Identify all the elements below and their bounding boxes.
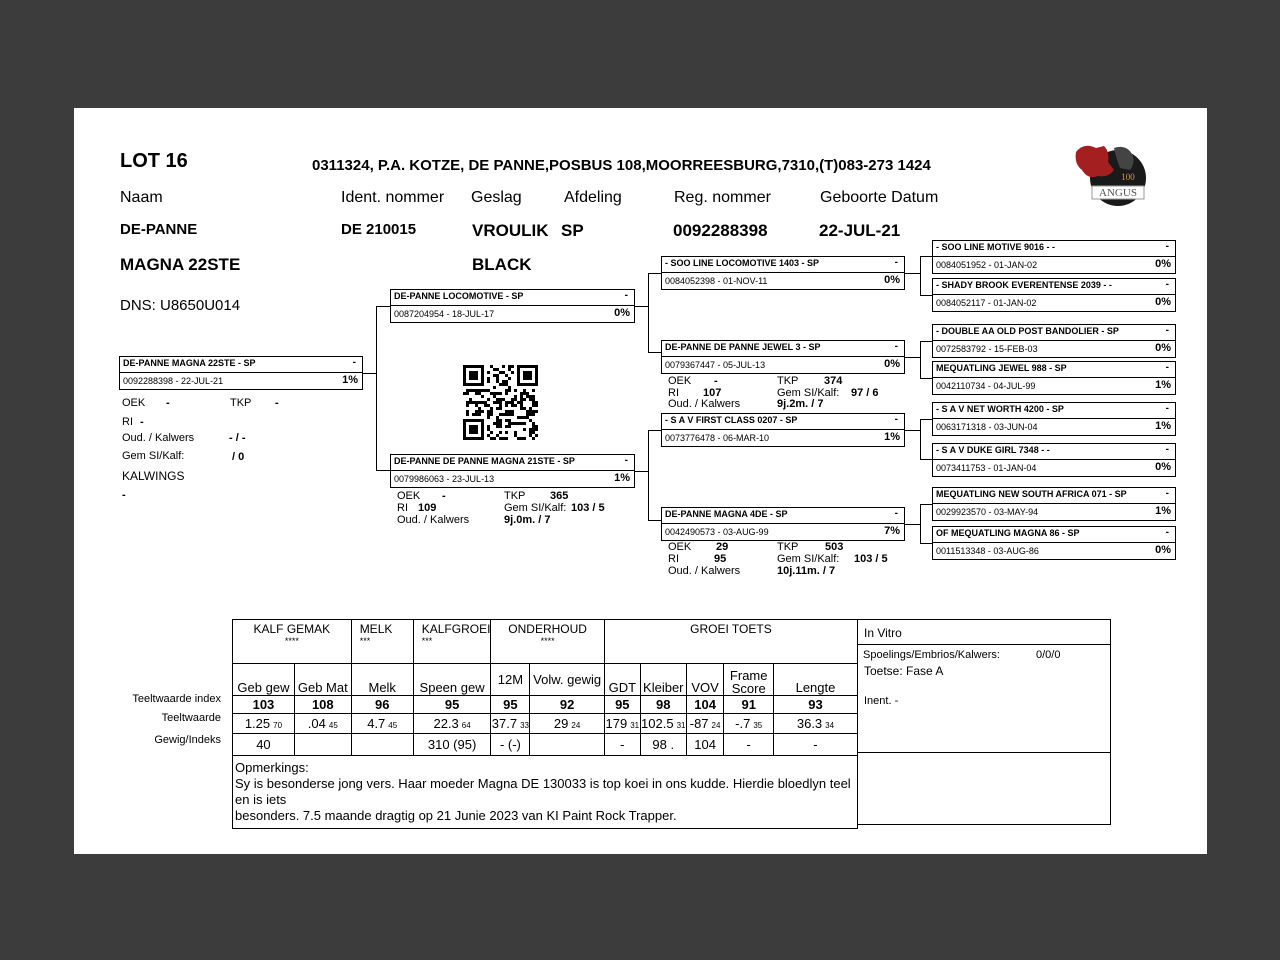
svg-text:100: 100 — [1121, 172, 1135, 182]
index-cell: 108 — [294, 696, 351, 714]
angus-logo — [1074, 140, 1148, 210]
pedigree-sheet — [74, 108, 1207, 854]
index-cell: 95 — [413, 696, 491, 714]
label-ident: Ident. nommer — [341, 189, 445, 206]
dam-box — [390, 454, 635, 488]
sd-gem-label: Gem SI/Kalf: — [777, 387, 840, 399]
teeltwaarde-cell: .04 45 — [294, 714, 351, 734]
connector — [920, 504, 921, 543]
gewig-cell: - — [724, 734, 773, 756]
animal-name-2: MAGNA 22STE — [120, 255, 241, 274]
connector — [920, 341, 921, 378]
granddam-paternal-box: DE-PANNE DE PANNE JEWEL 3 - SP - 0079367447 - 05-JUL-13 0% — [661, 340, 905, 374]
ebv-table — [232, 619, 858, 829]
subject-box — [119, 356, 363, 390]
teeltwaarde-row — [233, 714, 858, 734]
sire-pct: 0% — [614, 307, 630, 319]
index-cell: 95 — [491, 696, 530, 714]
dam-gem-label: Gem SI/Kalf: — [504, 502, 567, 514]
in-vitro-label: In Vitro — [864, 626, 902, 640]
dd-tkp-label: TKP — [777, 541, 799, 553]
remarks-line-2: besonders. 7.5 maande dragtig op 21 Junie 2023 van KI Paint Rock Trapper. — [235, 808, 677, 823]
dd-ri-label: RI — [668, 553, 679, 565]
index-cell: 92 — [530, 696, 604, 714]
gewig-cell: - — [604, 734, 640, 756]
gewig-cell: 104 — [686, 734, 724, 756]
sire-box — [390, 289, 635, 323]
angus-logo-icon — [1074, 140, 1148, 210]
side-panel — [858, 619, 1111, 753]
dd-tkp-value: 503 — [825, 541, 844, 553]
connector — [905, 524, 920, 525]
dns-code: DNS: U8650U014 — [120, 297, 241, 314]
sd-oud-label: Oud. / Kalwers — [668, 398, 741, 410]
sd-oek-value: - — [714, 375, 718, 387]
dam-oek-label: OEK — [397, 490, 421, 502]
subject-gem-value: / 0 — [232, 451, 245, 463]
subject-kalwings-value: - — [122, 489, 126, 501]
subject-oud-value: - / - — [229, 432, 246, 444]
connector — [905, 273, 920, 274]
connector — [648, 430, 661, 431]
qr-code-icon — [460, 364, 540, 440]
index-cell: 95 — [604, 696, 640, 714]
col-volw-gewig: Volw. gewig — [530, 664, 604, 696]
granddam-maternal-box: DE-PANNE MAGNA 4DE - SP - 0042490573 - 03-AUG-99 7% — [661, 507, 905, 541]
dd-oud-label: Oud. / Kalwers — [668, 565, 741, 577]
col-vov: VOV — [686, 664, 724, 696]
dd-oud-value: 10j.11m. / 7 — [777, 565, 836, 577]
connector — [905, 357, 920, 358]
connector — [920, 504, 932, 505]
sire-name: DE-PANNE LOCOMOTIVE - SP — [394, 291, 524, 301]
grandsire-paternal-box: - SOO LINE LOCOMOTIVE 1403 - SP - 0084052398 - 01-NOV-11 0% — [661, 256, 905, 290]
dam-oek-value: - — [442, 490, 446, 502]
remarks-label: Opmerkings: — [235, 760, 309, 775]
breeder-info: 0311324, P.A. KOTZE, DE PANNE,POSBUS 108,MOORREESBURG,7310,(T)083-273 1424 — [312, 157, 931, 174]
spoelings-value: 0/0/0 — [1036, 649, 1061, 661]
teeltwaarde-cell: 36.3 34 — [773, 714, 857, 734]
connector — [920, 341, 932, 342]
dam-dash: - — [624, 455, 628, 466]
teeltwaarde-cell: -.7 35 — [724, 714, 773, 734]
sd-ri-label: RI — [668, 387, 679, 399]
animal-birth: 22-JUL-21 — [819, 221, 901, 240]
connector — [635, 306, 648, 307]
gewig-cell — [530, 734, 604, 756]
gewig-cell: 310 (95) — [413, 734, 491, 756]
subject-name: DE-PANNE MAGNA 22STE - SP — [123, 358, 256, 368]
animal-name-1: DE-PANNE — [120, 221, 198, 238]
dd-gem-label: Gem SI/Kalf: — [777, 553, 840, 565]
sd-tkp-value: 374 — [824, 375, 843, 387]
connector — [648, 430, 649, 520]
connector — [648, 273, 649, 352]
row-label-index: Teeltwaarde index — [132, 693, 221, 705]
index-cell: 91 — [724, 696, 773, 714]
sd-oek-label: OEK — [668, 375, 692, 387]
connector — [920, 459, 932, 460]
teeltwaarde-cell: 4.7 45 — [351, 714, 413, 734]
subject-pct: 1% — [342, 374, 358, 386]
teeltwaarde-cell: 1.25 70 — [233, 714, 295, 734]
sd-tkp-label: TKP — [777, 375, 799, 387]
animal-ident: DE 210015 — [341, 221, 417, 238]
index-cell: 96 — [351, 696, 413, 714]
dd-ri-value: 95 — [714, 553, 727, 565]
teeltwaarde-cell: 102.5 31 — [640, 714, 686, 734]
dd-oek-value: 29 — [716, 541, 729, 553]
gewig-cell — [351, 734, 413, 756]
group-kalfgroei: KALFGROEI *** — [413, 620, 491, 664]
dd-oek-label: OEK — [668, 541, 692, 553]
connector — [376, 306, 377, 470]
ggp-box-5: - S A V NET WORTH 4200 - SP - 0063171318 - 03-JUN-04 1% — [932, 402, 1176, 436]
grandsire-maternal-box: - S A V FIRST CLASS 0207 - SP - 0073776478 - 06-MAR-10 1% — [661, 413, 905, 447]
animal-reg: 0092288398 — [673, 221, 768, 240]
sd-ri-value: 107 — [703, 387, 722, 399]
index-cell: 93 — [773, 696, 857, 714]
ggp-box-4: MEQUATLING JEWEL 988 - SP - 0042110734 - 04-JUL-99 1% — [932, 361, 1176, 395]
subject-ri-value: - — [140, 416, 144, 428]
ggp-box-3: - DOUBLE AA OLD POST BANDOLIER - SP - 0072583792 - 15-FEB-03 0% — [932, 324, 1176, 358]
col-geb-gew: Geb gew — [233, 664, 295, 696]
connector — [648, 273, 661, 274]
subject-id: 0092288398 - 22-JUL-21 — [123, 376, 224, 386]
col-12m: 12M — [491, 664, 530, 696]
dam-oud-value: 9j.0m. / 7 — [504, 514, 551, 526]
connector — [920, 419, 921, 459]
index-row — [233, 696, 858, 714]
connector — [648, 352, 661, 353]
group-onderhoud: ONDERHOUD **** — [491, 620, 604, 664]
dd-gem-value: 103 / 5 — [854, 553, 888, 565]
inent-value: Inent. - — [864, 695, 899, 707]
animal-sex: VROULIK — [472, 221, 549, 240]
svg-text:ANGUS: ANGUS — [1099, 187, 1137, 199]
label-naam: Naam — [120, 189, 163, 206]
connector — [363, 373, 376, 374]
subject-oek-value: - — [166, 397, 170, 409]
connector — [920, 256, 921, 295]
group-melk: MELK *** — [351, 620, 413, 664]
row-label-gewig: Gewig/Indeks — [154, 734, 221, 746]
animal-section: SP — [561, 221, 584, 240]
col-melk: Melk — [351, 664, 413, 696]
dam-name: DE-PANNE DE PANNE MAGNA 21STE - SP — [394, 456, 575, 466]
teeltwaarde-cell: 179 31 — [604, 714, 640, 734]
ggp-box-8: OF MEQUATLING MAGNA 86 - SP - 0011513348 - 03-AUG-86 0% — [932, 526, 1176, 560]
connector — [920, 543, 932, 544]
subject-tkp-value: - — [275, 397, 279, 409]
gewig-cell: 98 . — [640, 734, 686, 756]
connector — [635, 471, 648, 472]
remarks-right — [858, 753, 1111, 825]
dam-ri-value: 109 — [418, 502, 437, 514]
sd-oud-value: 9j.2m. / 7 — [777, 398, 824, 410]
connector — [376, 470, 390, 471]
teeltwaarde-cell: -87 24 — [686, 714, 724, 734]
col-kleiber: Kleiber — [640, 664, 686, 696]
ggp-box-2: - SHADY BROOK EVERENTENSE 2039 - - - 0084052117 - 01-JAN-02 0% — [932, 278, 1176, 312]
animal-colour: BLACK — [472, 255, 532, 274]
label-afdeling: Afdeling — [564, 189, 622, 206]
group-groei-toets: GROEI TOETS — [604, 620, 857, 664]
label-geboorte: Geboorte Datum — [820, 189, 939, 206]
subject-dash: - — [352, 357, 356, 368]
gewig-cell: - — [773, 734, 857, 756]
col-frame-score: Frame Score — [724, 664, 773, 696]
col-speen-gew: Speen gew — [413, 664, 491, 696]
gewig-cell: - (-) — [491, 734, 530, 756]
subject-oek-label: OEK — [122, 397, 146, 409]
dam-tkp-label: TKP — [504, 490, 526, 502]
connector — [920, 419, 932, 420]
teeltwaarde-cell: 22.3 64 — [413, 714, 491, 734]
remarks-line-1: Sy is besonderse jong vers. Haar moeder Magna DE 130033 is top koei in ons kudde. Hierdie bloedlyn teel en is iets — [235, 776, 851, 807]
col-lengte: Lengte — [773, 664, 857, 696]
gewig-cell — [294, 734, 351, 756]
row-label-teeltwaarde: Teeltwaarde — [161, 712, 221, 724]
connector — [920, 295, 932, 296]
subject-ri-label: RI — [122, 416, 133, 428]
dam-oud-label: Oud. / Kalwers — [397, 514, 470, 526]
index-cell: 103 — [233, 696, 295, 714]
col-geb-mat: Geb Mat — [294, 664, 351, 696]
ggp-box-6: - S A V DUKE GIRL 7348 - - - 0073411753 - 01-JAN-04 0% — [932, 443, 1176, 477]
connector — [648, 520, 661, 521]
index-cell: 104 — [686, 696, 724, 714]
dam-id: 0079986063 - 23-JUL-13 — [394, 474, 495, 484]
ggp-box-1: - SOO LINE MOTIVE 9016 - - - 0084051952 - 01-JAN-02 0% — [932, 240, 1176, 274]
label-geslag: Geslag — [471, 189, 522, 206]
dam-pct: 1% — [614, 472, 630, 484]
lot-number: LOT 16 — [120, 150, 188, 172]
dam-ri-label: RI — [397, 502, 408, 514]
gewig-row — [233, 734, 858, 756]
connector — [376, 306, 390, 307]
toetse-value: Toetse: Fase A — [864, 664, 944, 678]
spoelings-label: Spoelings/Embrios/Kalwers: — [863, 649, 1000, 661]
remarks-cell — [233, 756, 858, 829]
sd-gem-value: 97 / 6 — [851, 387, 879, 399]
label-reg: Reg. nommer — [674, 189, 771, 206]
connector — [920, 256, 932, 257]
gewig-cell: 40 — [233, 734, 295, 756]
subject-kalwings-label: KALWINGS — [122, 469, 185, 483]
ggp-box-7: MEQUATLING NEW SOUTH AFRICA 071 - SP - 0029923570 - 03-MAY-94 1% — [932, 487, 1176, 521]
qr-code — [460, 364, 540, 440]
sire-id: 0087204954 - 18-JUL-17 — [394, 309, 495, 319]
subject-oud-label: Oud. / Kalwers — [122, 432, 195, 444]
connector — [920, 378, 932, 379]
subject-gem-label: Gem SI/Kalf: — [122, 450, 185, 462]
teeltwaarde-cell: 37.7 33 — [491, 714, 530, 734]
teeltwaarde-cell: 29 24 — [530, 714, 604, 734]
sire-dash: - — [624, 290, 628, 301]
col-gdt: GDT — [604, 664, 640, 696]
group-kalf-gemak: KALF GEMAK **** — [233, 620, 352, 664]
dam-gem-value: 103 / 5 — [571, 502, 605, 514]
dam-tkp-value: 365 — [550, 490, 569, 502]
index-cell: 98 — [640, 696, 686, 714]
connector — [905, 430, 920, 431]
subject-tkp-label: TKP — [230, 397, 252, 409]
